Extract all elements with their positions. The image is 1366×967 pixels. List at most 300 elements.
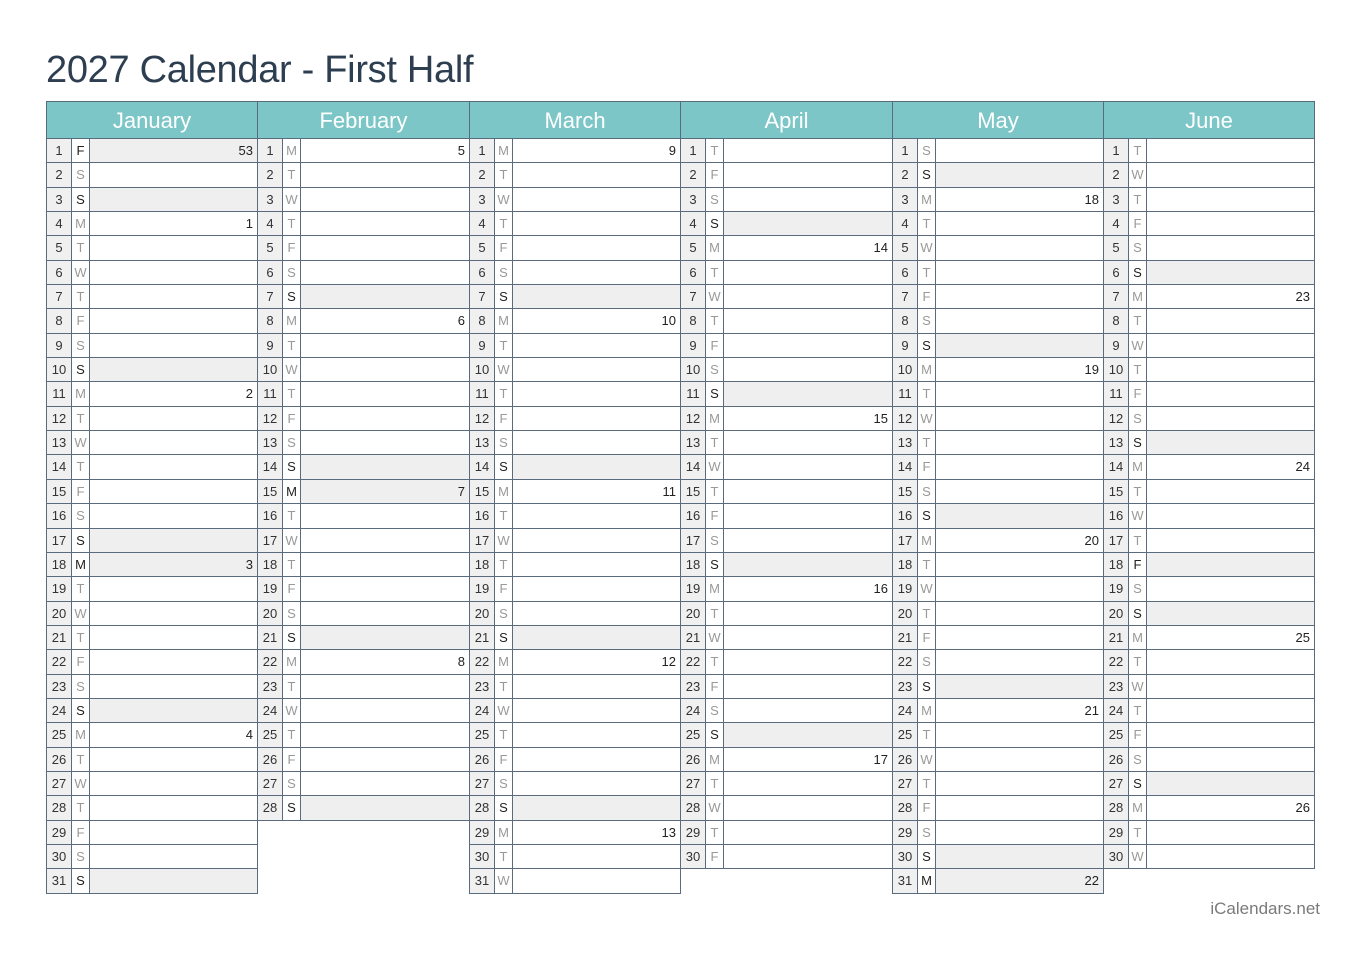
- week-number: [90, 407, 257, 430]
- week-number: [301, 504, 469, 527]
- week-number: [513, 504, 680, 527]
- weekday-letter: W: [918, 236, 936, 259]
- day-row: [681, 553, 892, 577]
- day-number: 14: [47, 455, 72, 478]
- weekday-letter: S: [283, 602, 301, 625]
- day-number: 11: [681, 382, 706, 405]
- weekday-letter: S: [283, 626, 301, 649]
- week-number: [513, 236, 680, 259]
- day-number: 8: [47, 309, 72, 332]
- week-number: [301, 748, 469, 771]
- day-number: 3: [681, 188, 706, 211]
- day-row: [470, 309, 680, 333]
- month-june: [1103, 101, 1315, 869]
- week-number: [513, 334, 680, 357]
- weekday-letter: W: [72, 602, 90, 625]
- weekday-letter: T: [1129, 480, 1147, 503]
- weekday-letter: T: [1129, 358, 1147, 381]
- weekday-letter: M: [495, 309, 513, 332]
- weekday-letter: F: [918, 796, 936, 819]
- day-row: [893, 845, 1103, 869]
- week-number: [513, 869, 680, 892]
- month-header: May: [893, 101, 1103, 139]
- weekday-letter: S: [918, 309, 936, 332]
- day-number: 22: [893, 650, 918, 673]
- weekday-letter: W: [706, 626, 724, 649]
- day-row: [47, 285, 257, 309]
- week-number: [936, 285, 1103, 308]
- week-number: [936, 236, 1103, 259]
- weekday-letter: M: [918, 699, 936, 722]
- week-number: [1147, 772, 1314, 795]
- day-row: [47, 675, 257, 699]
- weekday-letter: S: [495, 455, 513, 478]
- day-number: 25: [1104, 723, 1129, 746]
- day-number: 21: [893, 626, 918, 649]
- day-number: 13: [258, 431, 283, 454]
- week-number: [90, 334, 257, 357]
- day-number: 19: [258, 577, 283, 600]
- day-number: 2: [893, 163, 918, 186]
- weekday-letter: W: [283, 699, 301, 722]
- weekday-letter: M: [72, 382, 90, 405]
- week-number: [301, 577, 469, 600]
- day-number: 4: [893, 212, 918, 235]
- day-row: [1104, 504, 1314, 528]
- day-row: [47, 431, 257, 455]
- day-number: 16: [681, 504, 706, 527]
- week-number: [90, 650, 257, 673]
- weekday-letter: F: [283, 748, 301, 771]
- day-row: [470, 382, 680, 406]
- month-header: March: [470, 101, 680, 139]
- week-number: [724, 431, 892, 454]
- week-number: [1147, 261, 1314, 284]
- week-number: [513, 602, 680, 625]
- day-rows: [470, 139, 680, 894]
- day-row: [47, 772, 257, 796]
- day-row: [893, 431, 1103, 455]
- weekday-letter: M: [495, 480, 513, 503]
- day-number: 24: [470, 699, 495, 722]
- week-number: [513, 626, 680, 649]
- day-number: 19: [470, 577, 495, 600]
- day-number: 15: [893, 480, 918, 503]
- week-number: [513, 188, 680, 211]
- day-row: [1104, 431, 1314, 455]
- week-number: [90, 188, 257, 211]
- week-number: [936, 650, 1103, 673]
- weekday-letter: W: [1129, 163, 1147, 186]
- weekday-letter: M: [72, 723, 90, 746]
- day-row: [47, 553, 257, 577]
- weekday-letter: F: [918, 455, 936, 478]
- day-number: 13: [47, 431, 72, 454]
- weekday-letter: T: [283, 382, 301, 405]
- weekday-letter: T: [1129, 309, 1147, 332]
- week-number: 12: [661, 654, 676, 670]
- day-number: 10: [893, 358, 918, 381]
- day-row: [258, 212, 469, 236]
- day-row: [1104, 602, 1314, 626]
- weekday-letter: W: [706, 796, 724, 819]
- day-number: 20: [681, 602, 706, 625]
- day-row: [47, 869, 257, 893]
- weekday-letter: T: [72, 748, 90, 771]
- weekday-letter: S: [72, 869, 90, 892]
- day-number: 1: [47, 139, 72, 162]
- week-number: [1147, 699, 1314, 722]
- day-number: 25: [893, 723, 918, 746]
- week-number: [513, 553, 680, 576]
- day-number: 31: [893, 869, 918, 892]
- week-number: [936, 723, 1103, 746]
- day-row: [47, 261, 257, 285]
- day-rows: [681, 139, 892, 869]
- weekday-letter: T: [283, 334, 301, 357]
- day-number: 3: [1104, 188, 1129, 211]
- weekday-letter: W: [918, 407, 936, 430]
- day-number: 12: [681, 407, 706, 430]
- day-number: 28: [47, 796, 72, 819]
- week-number: [90, 163, 257, 186]
- week-number: [724, 796, 892, 819]
- day-row: [470, 699, 680, 723]
- week-number: [301, 723, 469, 746]
- day-number: 12: [470, 407, 495, 430]
- week-number: [936, 504, 1103, 527]
- day-number: 16: [470, 504, 495, 527]
- weekday-letter: F: [1129, 553, 1147, 576]
- day-number: 10: [470, 358, 495, 381]
- weekday-letter: T: [495, 675, 513, 698]
- week-number: [936, 139, 1103, 162]
- day-row: [258, 382, 469, 406]
- weekday-letter: M: [283, 650, 301, 673]
- day-row: [258, 796, 469, 820]
- day-number: 30: [681, 845, 706, 868]
- day-row: [681, 650, 892, 674]
- weekday-letter: T: [72, 285, 90, 308]
- day-number: 22: [681, 650, 706, 673]
- day-row: [1104, 334, 1314, 358]
- day-number: 7: [470, 285, 495, 308]
- month-january: [46, 101, 258, 894]
- weekday-letter: T: [1129, 821, 1147, 844]
- day-number: 24: [893, 699, 918, 722]
- day-number: 7: [1104, 285, 1129, 308]
- weekday-letter: S: [283, 796, 301, 819]
- day-row: [258, 553, 469, 577]
- day-row: [47, 699, 257, 723]
- week-number: [936, 577, 1103, 600]
- weekday-letter: W: [72, 261, 90, 284]
- weekday-letter: S: [1129, 602, 1147, 625]
- day-number: 9: [681, 334, 706, 357]
- weekday-letter: S: [72, 358, 90, 381]
- week-number: 2: [245, 386, 253, 402]
- day-number: 5: [470, 236, 495, 259]
- day-number: 4: [47, 212, 72, 235]
- day-rows: [893, 139, 1103, 894]
- day-number: 16: [1104, 504, 1129, 527]
- weekday-letter: M: [283, 480, 301, 503]
- weekday-letter: S: [1129, 748, 1147, 771]
- day-row: [1104, 212, 1314, 236]
- week-number: [724, 261, 892, 284]
- day-row: [47, 796, 257, 820]
- weekday-letter: T: [1129, 650, 1147, 673]
- day-row: [1104, 455, 1314, 479]
- day-number: 8: [470, 309, 495, 332]
- day-number: 10: [47, 358, 72, 381]
- weekday-letter: M: [72, 553, 90, 576]
- weekday-letter: S: [918, 139, 936, 162]
- day-row: [893, 748, 1103, 772]
- week-number: [724, 553, 892, 576]
- day-number: 9: [893, 334, 918, 357]
- day-number: 27: [1104, 772, 1129, 795]
- weekday-letter: T: [495, 382, 513, 405]
- weekday-letter: S: [918, 821, 936, 844]
- week-number: [936, 212, 1103, 235]
- weekday-letter: W: [1129, 845, 1147, 868]
- weekday-letter: F: [495, 748, 513, 771]
- week-number: [1147, 188, 1314, 211]
- weekday-letter: W: [495, 358, 513, 381]
- day-number: 22: [470, 650, 495, 673]
- day-row: [470, 407, 680, 431]
- day-row: [893, 796, 1103, 820]
- week-number: [1147, 650, 1314, 673]
- weekday-letter: S: [495, 261, 513, 284]
- weekday-letter: S: [918, 163, 936, 186]
- day-number: 3: [258, 188, 283, 211]
- week-number: 19: [1084, 362, 1099, 378]
- day-number: 11: [470, 382, 495, 405]
- week-number: 9: [668, 143, 676, 158]
- day-number: 17: [681, 529, 706, 552]
- weekday-letter: S: [72, 163, 90, 186]
- weekday-letter: S: [72, 188, 90, 211]
- day-row: [681, 577, 892, 601]
- week-number: [90, 236, 257, 259]
- weekday-letter: T: [283, 675, 301, 698]
- day-row: [681, 504, 892, 528]
- week-number: [1147, 602, 1314, 625]
- day-number: 9: [1104, 334, 1129, 357]
- day-row: [1104, 480, 1314, 504]
- day-row: [258, 577, 469, 601]
- weekday-letter: T: [918, 261, 936, 284]
- day-number: 9: [258, 334, 283, 357]
- week-number: [301, 163, 469, 186]
- weekday-letter: M: [72, 212, 90, 235]
- weekday-letter: F: [283, 236, 301, 259]
- weekday-letter: T: [495, 334, 513, 357]
- day-number: 19: [1104, 577, 1129, 600]
- weekday-letter: F: [1129, 212, 1147, 235]
- weekday-letter: T: [1129, 699, 1147, 722]
- day-number: 16: [258, 504, 283, 527]
- week-number: [90, 261, 257, 284]
- day-number: 26: [893, 748, 918, 771]
- weekday-letter: T: [706, 261, 724, 284]
- day-row: [258, 529, 469, 553]
- day-row: [47, 748, 257, 772]
- weekday-letter: M: [495, 650, 513, 673]
- day-row: [258, 334, 469, 358]
- day-number: 1: [258, 139, 283, 162]
- day-number: 28: [681, 796, 706, 819]
- day-row: [1104, 188, 1314, 212]
- day-row: [470, 821, 680, 845]
- week-number: [936, 407, 1103, 430]
- day-row: [893, 139, 1103, 163]
- weekday-letter: S: [72, 699, 90, 722]
- week-number: [301, 602, 469, 625]
- month-header: February: [258, 101, 469, 139]
- week-number: [1147, 358, 1314, 381]
- day-row: [1104, 163, 1314, 187]
- week-number: [90, 796, 257, 819]
- week-number: [301, 529, 469, 552]
- week-number: [513, 796, 680, 819]
- day-row: [470, 334, 680, 358]
- day-rows: [258, 139, 469, 821]
- day-number: 27: [681, 772, 706, 795]
- weekday-letter: F: [495, 407, 513, 430]
- week-number: 3: [90, 553, 257, 576]
- day-number: 7: [681, 285, 706, 308]
- week-number: [936, 455, 1103, 478]
- day-row: [681, 358, 892, 382]
- day-row: [47, 455, 257, 479]
- day-number: 28: [1104, 796, 1129, 819]
- day-number: 18: [47, 553, 72, 576]
- week-number: [1147, 821, 1314, 844]
- day-row: [893, 772, 1103, 796]
- month-header: April: [681, 101, 892, 139]
- day-number: 12: [258, 407, 283, 430]
- day-row: [893, 358, 1103, 382]
- week-number: [1147, 675, 1314, 698]
- day-row: [47, 407, 257, 431]
- weekday-letter: T: [706, 772, 724, 795]
- week-number: [301, 455, 469, 478]
- day-row: [258, 261, 469, 285]
- weekday-letter: T: [706, 650, 724, 673]
- day-row: [47, 626, 257, 650]
- weekday-letter: S: [1129, 236, 1147, 259]
- day-row: [681, 212, 892, 236]
- week-number: [936, 431, 1103, 454]
- day-number: 10: [681, 358, 706, 381]
- day-number: 2: [681, 163, 706, 186]
- day-number: 1: [1104, 139, 1129, 162]
- day-number: 20: [258, 602, 283, 625]
- day-number: 11: [47, 382, 72, 405]
- day-number: 17: [470, 529, 495, 552]
- week-number: [936, 163, 1103, 186]
- day-row: [1104, 261, 1314, 285]
- week-number: 15: [873, 410, 888, 426]
- week-number: [724, 188, 892, 211]
- weekday-letter: M: [1129, 626, 1147, 649]
- weekday-letter: T: [283, 504, 301, 527]
- day-row: [470, 139, 680, 163]
- weekday-letter: M: [918, 869, 936, 892]
- weekday-letter: S: [283, 455, 301, 478]
- day-row: [47, 723, 257, 747]
- day-number: 23: [681, 675, 706, 698]
- week-number: [90, 455, 257, 478]
- day-row: [893, 723, 1103, 747]
- day-number: 23: [1104, 675, 1129, 698]
- weekday-letter: T: [706, 480, 724, 503]
- week-number: [724, 334, 892, 357]
- day-row: [893, 309, 1103, 333]
- day-number: 25: [47, 723, 72, 746]
- day-row: [681, 480, 892, 504]
- week-number: 16: [873, 581, 888, 597]
- day-row: [1104, 382, 1314, 406]
- week-number: [301, 261, 469, 284]
- week-number: [90, 821, 257, 844]
- day-number: 1: [681, 139, 706, 162]
- day-row: [681, 285, 892, 309]
- day-row: [681, 602, 892, 626]
- week-number: [1147, 577, 1314, 600]
- day-row: [258, 650, 469, 674]
- day-row: [1104, 236, 1314, 260]
- day-number: 29: [470, 821, 495, 844]
- week-number: 11: [662, 483, 676, 499]
- day-row: [470, 675, 680, 699]
- week-number: [513, 845, 680, 868]
- day-number: 20: [1104, 602, 1129, 625]
- weekday-letter: M: [918, 529, 936, 552]
- week-number: [1147, 748, 1314, 771]
- weekday-letter: T: [1129, 529, 1147, 552]
- weekday-letter: S: [283, 261, 301, 284]
- week-number: [724, 504, 892, 527]
- week-number: [1147, 309, 1314, 332]
- weekday-letter: M: [1129, 285, 1147, 308]
- day-row: [1104, 748, 1314, 772]
- day-number: 6: [470, 261, 495, 284]
- day-number: 24: [1104, 699, 1129, 722]
- day-number: 5: [1104, 236, 1129, 259]
- day-number: 14: [1104, 455, 1129, 478]
- day-number: 20: [893, 602, 918, 625]
- day-number: 11: [258, 382, 283, 405]
- weekday-letter: F: [72, 139, 90, 162]
- day-row: [893, 261, 1103, 285]
- day-row: [47, 139, 257, 163]
- weekday-letter: S: [918, 504, 936, 527]
- day-row: [681, 431, 892, 455]
- weekday-letter: S: [1129, 772, 1147, 795]
- day-number: 24: [258, 699, 283, 722]
- day-row: [47, 334, 257, 358]
- weekday-letter: F: [72, 309, 90, 332]
- week-number: [1147, 845, 1314, 868]
- day-row: [258, 748, 469, 772]
- day-row: [470, 869, 680, 893]
- day-number: 6: [258, 261, 283, 284]
- day-number: 23: [47, 675, 72, 698]
